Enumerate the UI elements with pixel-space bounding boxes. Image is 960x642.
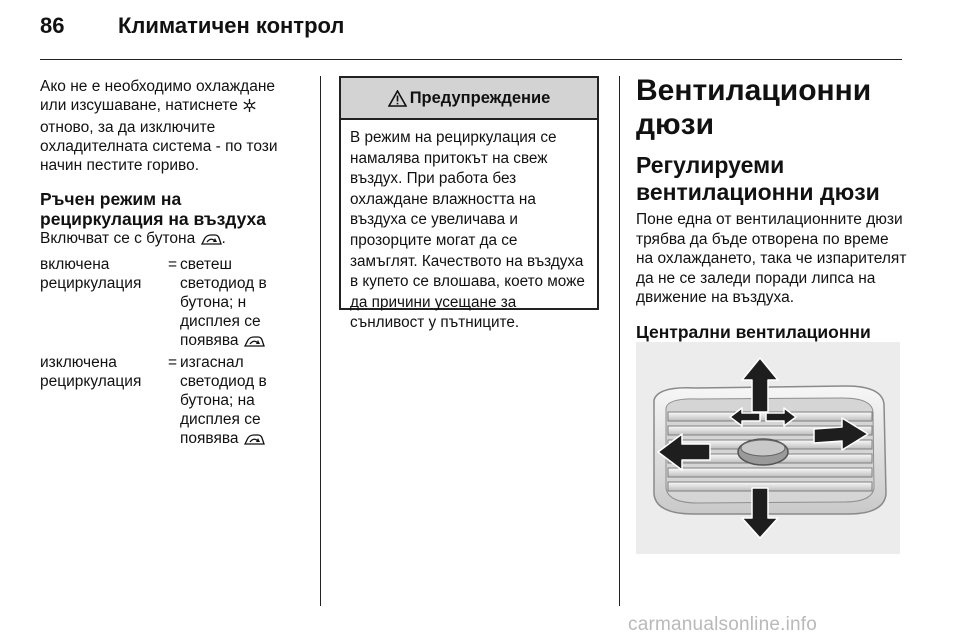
vents-paragraph: Поне една от вентилационните дюзи трябва да бъде отворена по време на охлаждането, така че изпарителят да не се заледи поради липса на движение на въздуха.: [636, 211, 907, 306]
warning-text: В режим на рециркулация се намалява притокът на свеж въздух. При работа без охлаждане влажността на въздуха се увеличава и прозорците могат да се замъглят. Качеството на въздуха в купето се влошава, което може да причини усещане за сънливост у пътниците.: [350, 129, 585, 332]
activate-text: Включват се с бутона .: [40, 229, 302, 251]
definition-text: светеш светодиод в бутона; н дисплея се появява: [180, 255, 302, 353]
column-left: [40, 77, 302, 451]
column-right: [636, 74, 908, 364]
definition-row: [40, 255, 302, 353]
column-divider-2: [619, 76, 620, 606]
recirculation-icon: [243, 334, 265, 353]
header-divider: [40, 59, 902, 60]
watermark: carmanualsonline.info: [628, 614, 818, 635]
warning-title: Предупреждение: [409, 88, 551, 107]
snowflake-icon: [242, 98, 257, 118]
column-divider-1: [320, 76, 321, 606]
definition-term: включена рециркулация: [40, 256, 142, 292]
warning-box: [339, 76, 599, 332]
air-vent-drawing: [636, 342, 900, 554]
warning-triangle-icon: [388, 90, 407, 107]
air-vent-illustration: [636, 342, 900, 554]
ac-off-paragraph: [40, 77, 302, 175]
definition-text: изгаснал светодиод в бутона; на дисплея се появява: [180, 353, 302, 451]
recirculation-icon: [200, 232, 222, 251]
page-number: 86: [40, 13, 65, 38]
intro-text: Ако не е необходимо охлаждане или изсушаване, натиснете отново, за да изключите охладителната система - по този начин пестите гориво.: [40, 78, 278, 174]
equals-sign: =: [168, 354, 178, 371]
status-definitions: [40, 255, 302, 451]
recirculation-icon: [243, 432, 265, 451]
equals-sign: =: [168, 256, 178, 273]
manual-recirculation-heading: Ръчен режим на рециркулация на въздуха: [40, 189, 267, 229]
definition-term: изключена рециркулация: [40, 354, 142, 390]
page-title: Климатичен контрол: [118, 13, 345, 38]
definition-row: [40, 353, 302, 451]
subsection-heading: Регулируеми вентилационни дюзи: [636, 152, 880, 205]
warning-header: [341, 78, 597, 120]
central-vents-heading: Централни вентилационни: [636, 321, 871, 342]
section-heading: Вентилационни дюзи: [636, 74, 872, 141]
